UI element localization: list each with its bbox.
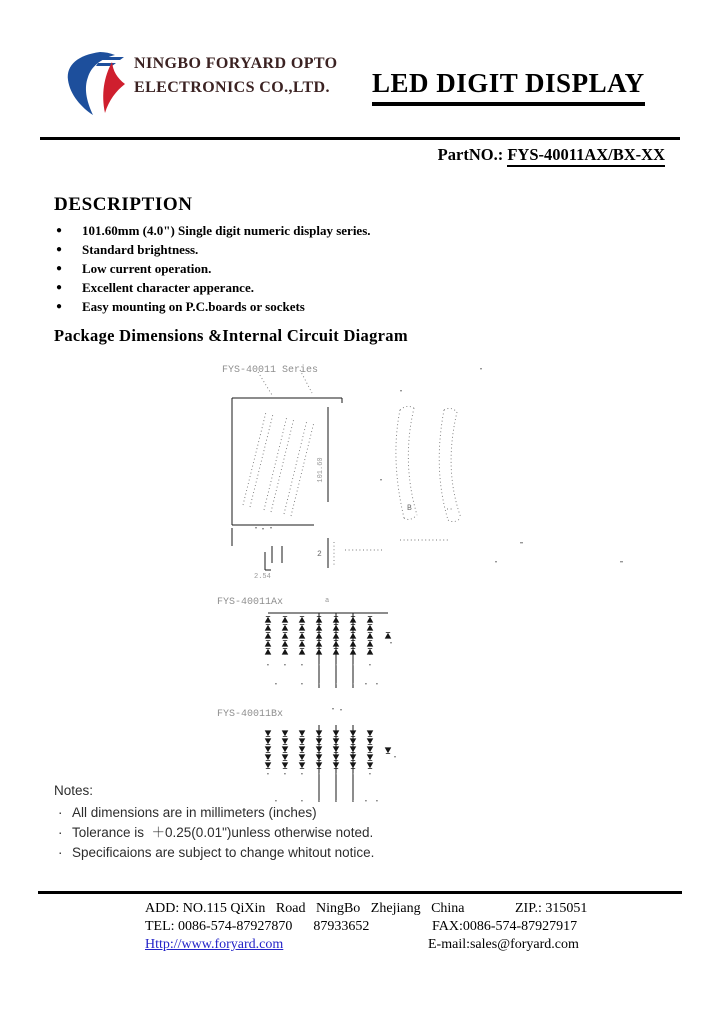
company-name-line2: ELECTRONICS CO.,LTD.	[134, 79, 330, 96]
list-item	[56, 240, 371, 259]
list-item	[56, 221, 371, 240]
description-heading: DESCRIPTION	[54, 194, 193, 215]
notes-section	[54, 783, 374, 863]
led-diode-symbols	[265, 616, 390, 801]
side-view-label: B	[407, 504, 412, 513]
pin-pitch-dimension-label: 2.54	[254, 573, 271, 581]
list-item	[54, 843, 374, 863]
footer-email: E-mail:sales@foryard.com	[428, 937, 579, 952]
series-label: FYS-40011 Series	[222, 365, 319, 376]
pin-row-count-label: 2	[317, 550, 322, 559]
description-item-text: Easy mounting on P.C.boards or sockets	[82, 299, 305, 314]
company-name-line1: NINGBO FORYARD OPTO	[134, 55, 338, 72]
footer-zip: ZIP.: 315051	[515, 901, 588, 916]
footer-address: ADD: NO.115 QiXin Road NingBo Zhejiang China	[145, 901, 465, 916]
description-item-text: Low current operation.	[82, 261, 212, 276]
bullet-icon: ·	[58, 805, 63, 820]
company-name	[134, 52, 338, 100]
note-text: All dimensions are in millimeters (inches)	[72, 805, 317, 820]
bullet-icon: ·	[58, 845, 63, 860]
bullet-icon: ●	[56, 301, 63, 312]
notes-heading: Notes:	[54, 783, 94, 798]
page-title: LED DIGIT DISPLAY	[372, 68, 645, 106]
circuit-bx-label: FYS-40011Bx	[217, 709, 284, 720]
package-diagram	[0, 352, 720, 822]
list-item	[56, 278, 371, 297]
bullet-icon: ●	[56, 225, 63, 236]
leader-line-strokes	[258, 370, 312, 395]
note-text: Specificaions are subject to change whitout notice.	[72, 845, 375, 860]
bullet-icon: ●	[56, 263, 63, 274]
side-view-strokes	[334, 406, 461, 566]
description-item-text: Excellent character apperance.	[82, 280, 254, 295]
note-text: Tolerance is ＋0.25(0.01")unless otherwise noted.	[72, 825, 374, 840]
header-divider	[40, 137, 680, 140]
front-view-outline	[232, 398, 342, 525]
part-number-value: FYS-40011AX/BX-XX	[507, 145, 665, 167]
notes-list	[54, 803, 374, 863]
footer-tel: TEL: 0086-574-87927870 87933652	[145, 919, 370, 934]
logo-swoosh-icon	[68, 52, 125, 115]
circuit-ax-label: FYS-40011Ax	[217, 597, 284, 608]
height-dimension-label: 101.60	[317, 457, 325, 483]
bullet-icon: ●	[56, 282, 63, 293]
scan-noise-specks	[255, 368, 623, 757]
list-item	[54, 803, 374, 823]
footer-divider	[38, 891, 682, 894]
description-list	[56, 221, 371, 316]
pin-dimension-ticks	[232, 528, 328, 570]
footer-website-link[interactable]: Http://www.foryard.com	[145, 937, 284, 952]
list-item	[54, 823, 374, 843]
list-item	[56, 297, 371, 316]
digit-segment-strokes	[243, 412, 314, 516]
circuit-lead-lines	[319, 613, 353, 802]
description-item-text: Standard brightness.	[82, 242, 199, 257]
part-number-label: PartNO.:	[437, 145, 508, 164]
description-item-text: 101.60mm (4.0") Single digit numeric display series.	[82, 223, 371, 238]
bullet-icon: ●	[56, 244, 63, 255]
circuit-ax-bus-label: a	[325, 597, 330, 605]
list-item	[56, 259, 371, 278]
part-number-line	[438, 145, 665, 165]
dimension-fragment-strokes	[345, 509, 453, 550]
company-logo	[58, 50, 136, 118]
bullet-icon: ·	[58, 825, 63, 840]
footer-fax: FAX:0086-574-87927917	[432, 919, 578, 934]
package-section-heading: Package Dimensions &Internal Circuit Diagram	[54, 326, 408, 345]
